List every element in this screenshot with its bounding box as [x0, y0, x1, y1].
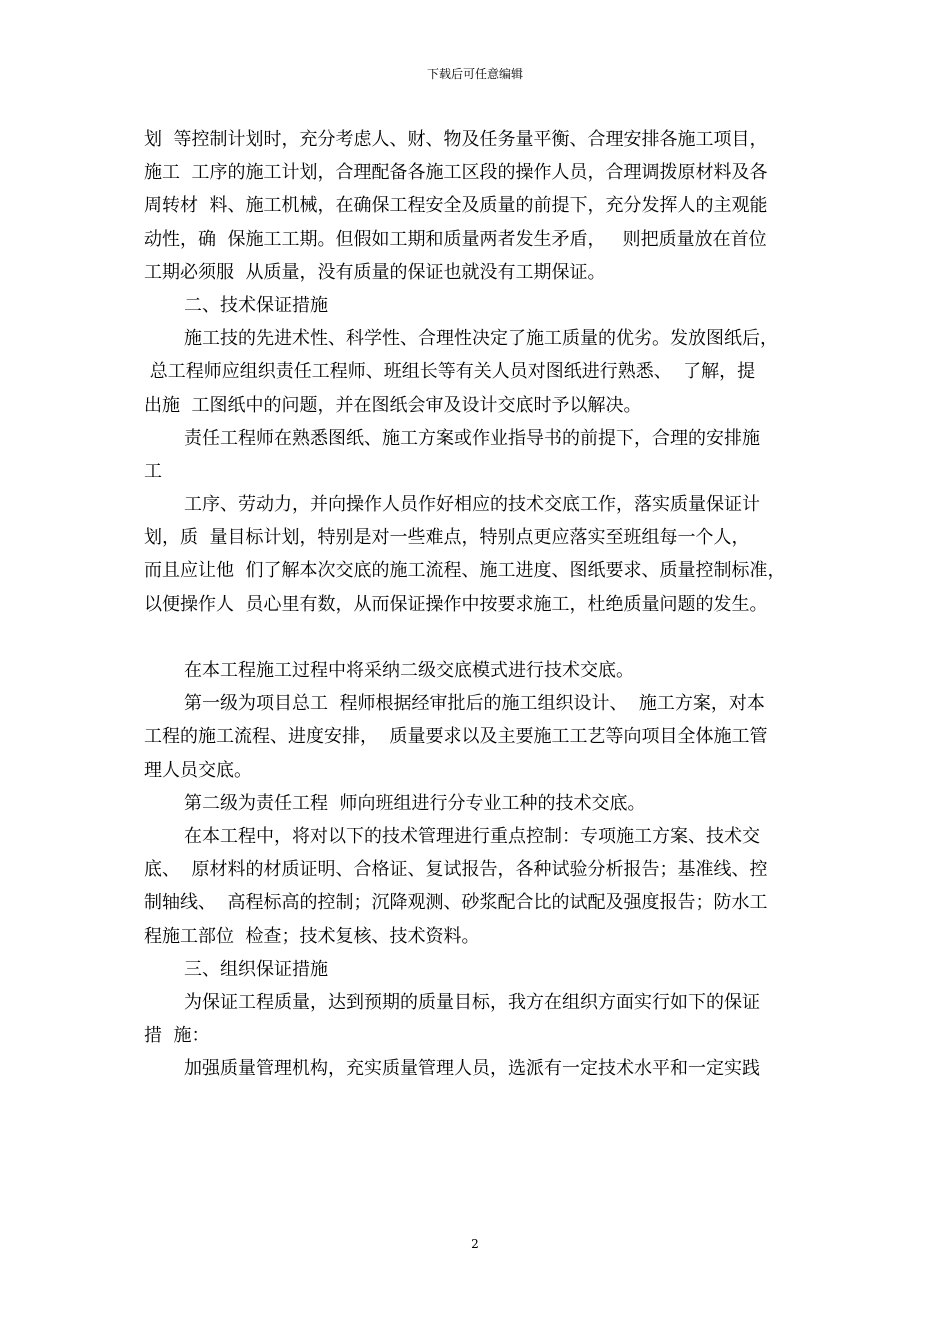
body-line: 工程的施工流程、进度安排， 质量要求以及主要施工工艺等向项目全体施工管 [144, 726, 768, 748]
body-line: 工序、劳动力，并向操作人员作好相应的技术交底工作，落实质量保证计 [184, 494, 760, 516]
body-line: 制轴线、 高程标高的控制；沉降观测、砂浆配合比的试配及强度报告；防水工 [144, 892, 768, 914]
section-heading-technical: 二、技术保证措施 [184, 294, 328, 316]
body-line: 出施 工图纸中的问题，并在图纸会审及设计交底时予以解决。 [144, 394, 642, 416]
body-line: 以便操作人 员心里有数，从而保证操作中按要求施工，杜绝质量问题的发生。 [144, 593, 768, 615]
body-line: 第一级为项目总工 程师根据经审批后的施工组织设计、 施工方案，对本 [184, 693, 765, 715]
body-line: 划 等控制计划时，充分考虑人、财、物及任务量平衡、合理安排各施工项目， [144, 129, 768, 150]
page-number: 2 [471, 1237, 479, 1251]
body-line: 工期必须服 从质量，没有质量的保证也就没有工期保证。 [144, 261, 606, 283]
body-line: 底、 原材料的材质证明、合格证、复试报告，各种试验分析报告；基准线、控 [144, 859, 768, 881]
body-line: 动性，确 保施工工期。但假如工期和质量两者发生矛盾， 则把质量放在首位 [144, 228, 767, 250]
body-line: 在本工程施工过程中将采纳二级交底模式进行技术交底。 [184, 660, 634, 681]
body-line: 在本工程中，将对以下的技术管理进行重点控制：专项施工方案、技术交 [184, 825, 760, 847]
body-line: 责任工程师在熟悉图纸、施工方案或作业指导书的前提下，合理的安排施 [184, 427, 760, 449]
body-line: 程施工部位 检查；技术复核、技术资料。 [144, 925, 480, 947]
body-line: 措 施： [144, 1025, 210, 1047]
body-line: 理人员交底。 [144, 759, 252, 781]
body-line: 为保证工程质量，达到预期的质量目标，我方在组织方面实行如下的保证 [184, 991, 760, 1013]
document-body [144, 123, 824, 1085]
page-header: 下载后可任意编辑 [426, 67, 523, 81]
section-heading-organization: 三、组织保证措施 [184, 958, 328, 980]
body-line: 加强质量管理机构，充实质量管理人员，选派有一定技术水平和一定实践 [184, 1058, 760, 1080]
body-line: 工 [144, 460, 162, 482]
body-line: 施工 工序的施工计划，合理配备各施工区段的操作人员，合理调拨原材料及各 [144, 162, 768, 184]
body-line: 划，质 量目标计划，特别是对一些难点，特别点更应落实至班组每一个人， [144, 527, 750, 549]
body-line: 周转材 料、施工机械，在确保工程安全及质量的前提下，充分发挥人的主观能 [144, 195, 768, 217]
body-line: 总工程师应组织责任工程师、班组长等有关人员对图纸进行熟悉、 了解，提 [144, 361, 756, 383]
paragraph-gap [144, 621, 824, 654]
body-line: 施工技的先进术性、科学性、合理性决定了施工质量的优劣。发放图纸后， [184, 328, 778, 350]
body-line: 而且应让他 们了解本次交底的施工流程、施工进度、图纸要求、质量控制标准， [144, 560, 786, 582]
body-line: 第二级为责任工程 师向班组进行分专业工种的技术交底。 [184, 792, 646, 814]
